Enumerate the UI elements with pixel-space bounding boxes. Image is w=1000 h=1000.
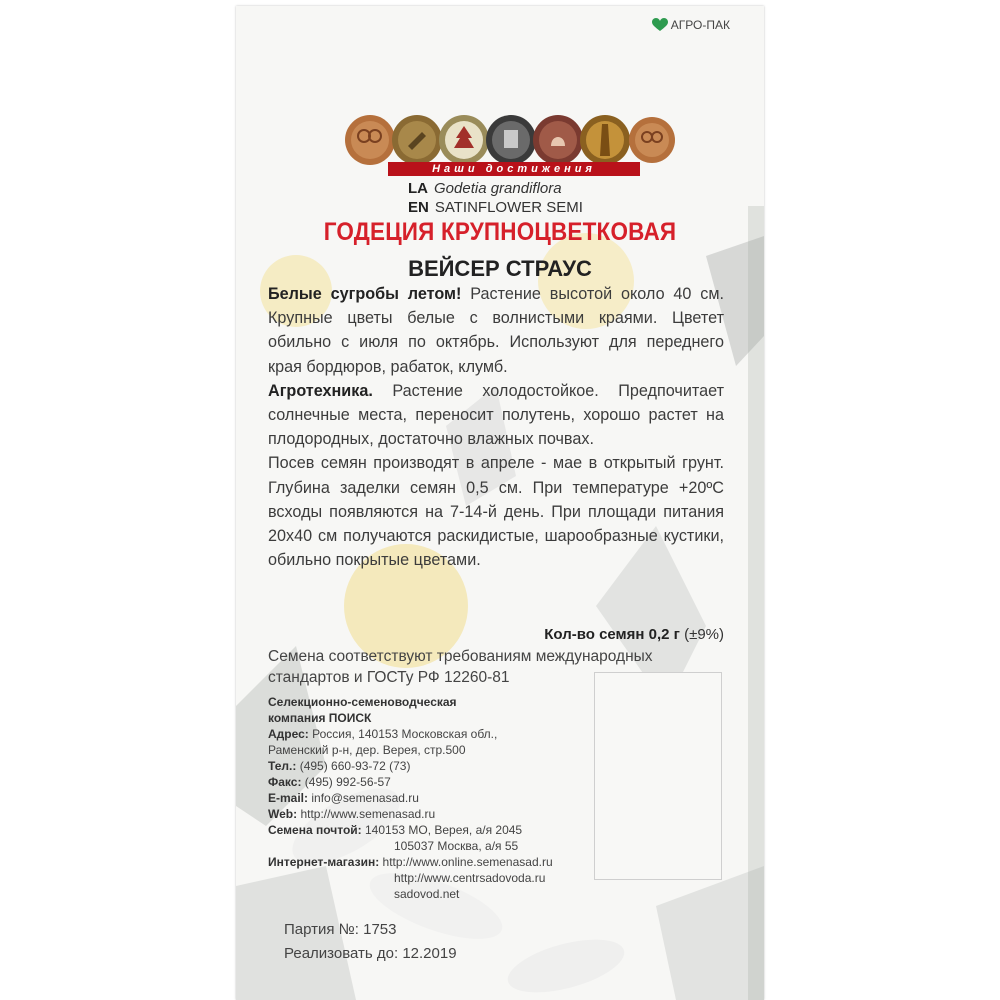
phone-label: Тел.: xyxy=(268,759,297,773)
expiry-date: 12.2019 xyxy=(402,945,457,962)
medal-icon xyxy=(392,115,442,165)
online-shop-url-2: http://www.centrsadovoda.ru xyxy=(394,871,546,885)
phone-number: (495) 660-93-72 (73) xyxy=(299,759,411,773)
mail-address-2: 105037 Москва, а/я 55 xyxy=(394,839,519,853)
mail-address-1: 140153 МО, Верея, а/я 2045 xyxy=(365,823,523,837)
fax-number: (495) 992-56-57 xyxy=(304,775,391,789)
quantity-label: Кол-во семян xyxy=(544,626,645,643)
description-lead: Белые сугробы летом! xyxy=(268,285,462,303)
en-name: SATINFLOWER SEMI xyxy=(434,199,583,216)
online-shop-url-1: http://www.online.semenasad.ru xyxy=(382,855,553,869)
address-line-2: Раменский р-н, дер. Верея, стр.500 xyxy=(268,743,466,757)
medal-icon xyxy=(580,115,630,165)
medal-icon xyxy=(533,115,583,165)
description-paragraph-2 xyxy=(268,379,724,452)
latin-name xyxy=(408,180,562,197)
product-title: ГОДЕЦИЯ КРУПНОЦВЕТКОВАЯ xyxy=(323,218,677,246)
la-code: LA xyxy=(408,180,428,197)
batch-label: Партия №: xyxy=(284,921,359,938)
address-label: Адрес: xyxy=(268,727,309,741)
fax-label: Факс: xyxy=(268,775,302,789)
medal-icon xyxy=(439,115,489,165)
heart-leaf-icon xyxy=(652,18,668,32)
achievements-caption: Наши достижения xyxy=(388,162,640,176)
english-name xyxy=(408,199,583,216)
description-text xyxy=(268,282,724,572)
description-body-1: Растение высотой около 40 см. Крупные цветы белые с волнистыми краями. Цветет обильно с июля по октябрь. Используют для переднего края бордюров, рабаток, клумб. xyxy=(268,285,725,376)
agro-pak-logo xyxy=(652,18,730,32)
email-address: info@semenasad.ru xyxy=(311,791,419,805)
description-paragraph-1 xyxy=(268,282,724,379)
description-paragraph-3: Посев семян производят в апреле - мае в открытый грунт. Глубина заделки семян 0,5 см. При температуре +20ºС всходы появляются на 7-14-й день. При площади питания 20х40 см получаются раскидистые, шарообразные кустики, обильно покрытые цветами. xyxy=(268,454,724,570)
quantity-tolerance: (±9%) xyxy=(684,626,724,643)
company-name-line-1: Селекционно-семеноводческая xyxy=(268,695,457,709)
quantity-value: 0,2 г xyxy=(648,626,680,643)
medal-icon xyxy=(345,115,395,165)
company-name-line-2: компания ПОИСК xyxy=(268,711,372,725)
online-shop-url-3: sadovod.net xyxy=(394,887,460,901)
batch-number: 1753 xyxy=(363,921,397,938)
company-info xyxy=(268,694,598,902)
expiry-label: Реализовать до: xyxy=(284,945,399,962)
medal-icon xyxy=(486,115,536,165)
seed-quantity xyxy=(544,626,724,643)
address-line-1: Россия, 140153 Московская обл., xyxy=(312,727,498,741)
description-body-2: Растение холодостойкое. Предпочитает солнечные места, переносит полутень, хорошо растет на плодородных, достаточно влажных почвах. xyxy=(268,381,724,449)
agrotechnics-heading: Агротехника. xyxy=(268,381,373,400)
variety-name: ВЕЙСЕР СТРАУС xyxy=(408,256,592,281)
la-name: Godetia grandiflora xyxy=(434,180,562,197)
logo-text: АГРО-ПАК xyxy=(670,18,730,32)
website-url: http://www.semenasad.ru xyxy=(300,807,436,821)
en-code: EN xyxy=(408,199,429,216)
medal-icon xyxy=(629,117,675,163)
email-label: E-mail: xyxy=(268,791,309,805)
seed-packet-back xyxy=(236,6,764,1000)
mail-order-label: Семена почтой: xyxy=(268,823,362,837)
online-shop-label: Интернет-магазин: xyxy=(268,855,380,869)
standards-note: Семена соответствуют требованиям международных стандартов и ГОСТу РФ 12260-81 xyxy=(268,648,653,686)
blank-label-area xyxy=(594,672,722,880)
web-label: Web: xyxy=(268,807,298,821)
batch-info xyxy=(284,918,457,966)
